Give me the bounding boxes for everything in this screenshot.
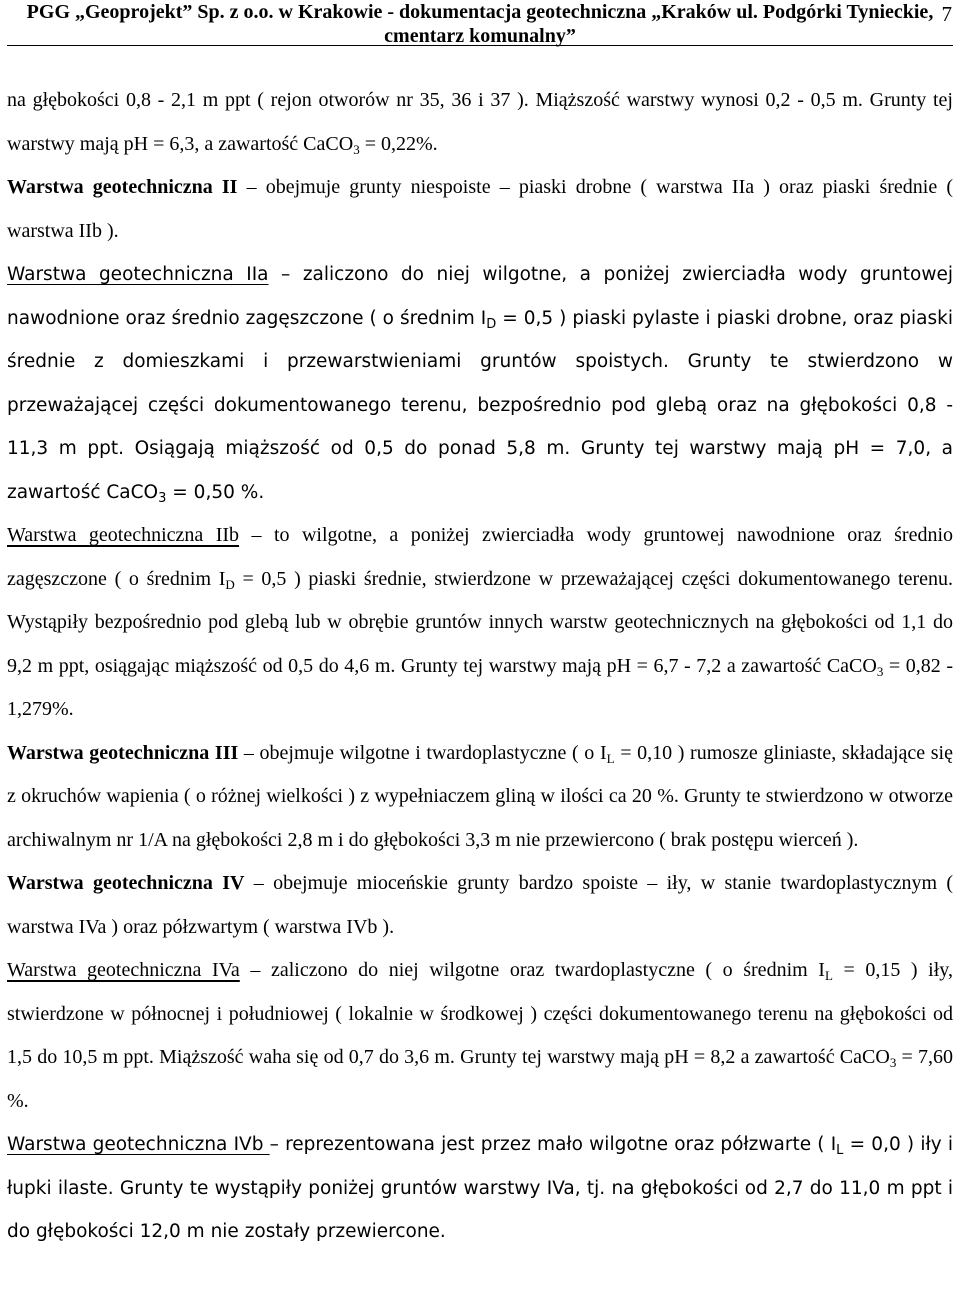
subscript: L [836, 1143, 844, 1158]
paragraph-text: na głębokości 0,8 - 2,1 m ppt ( rejon otworów nr 35, 36 i 37 ). Miąższość warstwy wynosi 0,2 - 0,5 m. Grunty tej warstwy mają pH = 6,3, a zawartość CaCO [7, 89, 953, 155]
layer-heading: Warstwa geotechniczna II [7, 176, 238, 198]
header-title-line1: PGG „Geoprojekt” Sp. z o.o. w Krakowie - dokumentacja geotechniczna „Kraków ul. Podgórki Tynieckie, [26, 1, 934, 23]
paragraph-text: – to wilgotne, a poniżej zwierciadła wody gruntowej nawodnione oraz średnio zagęszczone ( o średnim I [7, 524, 953, 590]
layer-heading: Warstwa geotechniczna IIb [7, 524, 240, 546]
paragraph-text: = 7,60 %. [7, 1046, 953, 1112]
paragraph-text: – obejmuje grunty niespoiste – piaski drobne ( warstwa IIa ) oraz piaski średnie ( warstwa IIb ). [7, 176, 954, 242]
paragraph-text: – zaliczono do niej wilgotne, a poniżej zwierciadła wody gruntowej nawodnione oraz średnio zagęszczone ( o średnim I [7, 264, 953, 329]
paragraph-text: = 0,0 ) iły i łupki ilaste. Grunty te wystąpiły poniżej gruntów warstwy IVa, tj. na głębokości od 2,7 do 11,0 m ppt i do głębokości 12,0 m nie zostały przewiercone. [7, 1134, 954, 1242]
subscript: D [225, 576, 235, 592]
paragraph-text: – reprezentowana jest przez mało wilgotne oraz półzwarte ( I [269, 1134, 837, 1155]
paragraph-text: – obejmuje wilgotne i twardoplastyczne ( o I [238, 741, 607, 764]
paragraph-layer-iva [7, 949, 953, 1123]
paragraph-layer-iib [7, 514, 953, 732]
layer-heading: Warstwa geotechniczna IV [7, 872, 245, 894]
paragraph-text: = 0,5 ) piaski średnie, stwierdzone w przeważającej części dokumentowanego terenu. Wystąpiły bezpośrednio pod glebą lub w obrębie gruntów innych warstw geotechnicznych na głębokości od 1,1 do 9,2 m ppt, osiągając miąższość od 0,5 do 4,6 m. Grunty tej warstwy mają pH = 6,7 - 7,2 a zawartość CaCO [7, 567, 953, 677]
page-header [7, 0, 953, 48]
subscript: D [486, 316, 497, 332]
paragraph-text: = 0,50 %. [166, 481, 265, 503]
paragraph-text: = 0,5 ) piaski pylaste i piaski drobne, oraz piaski średnie z domieszkami i przewarstwieniami gruntów spoistych. Grunty te stwierdzono w przeważającej części dokumentowanego terenu, bezpośrednio pod glebą oraz na głębokości 0,8 - 11,3 m ppt. Osiągają miąższość od 0,5 do ponad 5,8 m. Grunty tej warstwy mają pH = 7,0, a zawartość CaCO [7, 307, 953, 503]
paragraph-text: = 0,82 - 1,279%. [7, 654, 953, 720]
paragraph-layer-ivb [7, 1123, 953, 1254]
paragraph-text: – obejmuje mioceńskie grunty bardzo spoiste – iły, w stanie twardoplastycznym ( warstwa IVa ) oraz półzwartym ( warstwa IVb ). [7, 872, 953, 938]
layer-heading: Warstwa geotechniczna IVb [7, 1134, 270, 1155]
paragraph-layer-ii [7, 166, 953, 253]
subscript: L [606, 750, 615, 766]
paragraph-text: – zaliczono do niej wilgotne oraz twardoplastyczne ( o średnim I [239, 959, 825, 981]
paragraph-layer-iia [7, 253, 953, 514]
paragraph-layer-iii [7, 732, 953, 863]
layer-heading: Warstwa geotechniczna IIa [7, 264, 269, 285]
subscript: 3 [889, 1055, 897, 1070]
layer-heading: Warstwa geotechniczna IVa [7, 959, 240, 981]
paragraph-text: = 0,15 ) iły, stwierdzone w północnej i południowej ( lokalnie w środkowej ) części dokumentowanego terenu na głębokości od 1,5 do 10,5 m ppt. Miąższość waha się od 0,7 do 3,6 m. Grunty tej warstwy mają pH = 8,2 a zawartość CaCO [7, 959, 953, 1068]
page-number: 7 [941, 2, 952, 26]
paragraph-text: = 0,10 ) rumosze gliniaste, składające się z okruchów wapienia ( o różnej wielkości ) z wypełniaczem gliną w ilości ca 20 %. Grunty te stwierdzono w otworze archiwalnym nr 1/A na głębokości 2,8 m i do głębokości 3,3 m nie przewiercono ( brak postępu wierceń ). [7, 741, 953, 851]
header-title-line2: cmentarz komunalny” [384, 25, 576, 47]
header-divider [7, 45, 953, 46]
layer-heading: Warstwa geotechniczna III [7, 741, 239, 764]
document-body [7, 79, 953, 1254]
paragraph-layer-i-continued [7, 79, 953, 166]
subscript: 3 [353, 141, 360, 157]
subscript: 3 [876, 663, 884, 679]
subscript: 3 [158, 490, 167, 506]
subscript: L [824, 968, 833, 983]
paragraph-text: = 0,22%. [359, 132, 438, 155]
paragraph-layer-iv [7, 862, 953, 949]
